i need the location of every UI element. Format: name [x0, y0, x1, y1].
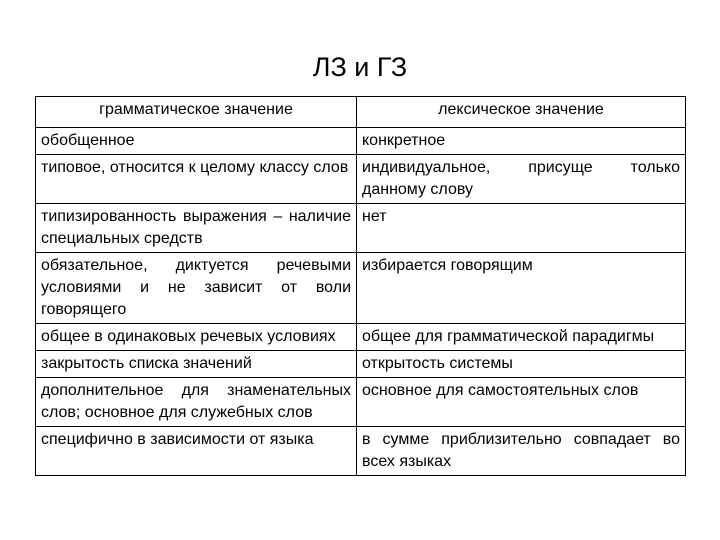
cell-grammatical: типизированность выражения – наличие специальных средств [36, 204, 357, 253]
table-row [36, 427, 686, 476]
table-row [36, 204, 686, 253]
table-row [36, 128, 686, 155]
slide-title: ЛЗ и ГЗ [312, 52, 408, 82]
table-header-row [36, 97, 686, 128]
cell-grammatical: дополнительное для знаменательных слов; основное для служебных слов [36, 378, 357, 427]
cell-grammatical: типовое, относится к целому классу слов [36, 155, 357, 204]
header-grammatical-meaning: грамматическое значение [36, 97, 357, 128]
cell-grammatical: обязательное, диктуется речевыми условиями и не зависит от воли говорящего [36, 253, 357, 324]
table-row [36, 324, 686, 351]
cell-lexical: нет [357, 204, 686, 253]
cell-lexical: открытость системы [357, 351, 686, 378]
cell-lexical: в сумме приблизительно совпадает во всех языках [357, 427, 686, 476]
cell-lexical: индивидуальное, присуще только данному слову [357, 155, 686, 204]
cell-lexical: конкретное [357, 128, 686, 155]
cell-lexical: избирается говорящим [357, 253, 686, 324]
cell-grammatical: специфично в зависимости от языка [36, 427, 357, 476]
cell-lexical: общее для грамматической парадигмы [357, 324, 686, 351]
cell-lexical: основное для самостоятельных слов [357, 378, 686, 427]
comparison-table [35, 96, 686, 476]
table-row [36, 378, 686, 427]
table-row [36, 253, 686, 324]
cell-grammatical: закрытость списка значений [36, 351, 357, 378]
table-row [36, 155, 686, 204]
cell-grammatical: обобщенное [36, 128, 357, 155]
header-lexical-meaning: лексическое значение [357, 97, 686, 128]
table-row [36, 351, 686, 378]
cell-grammatical: общее в одинаковых речевых условиях [36, 324, 357, 351]
